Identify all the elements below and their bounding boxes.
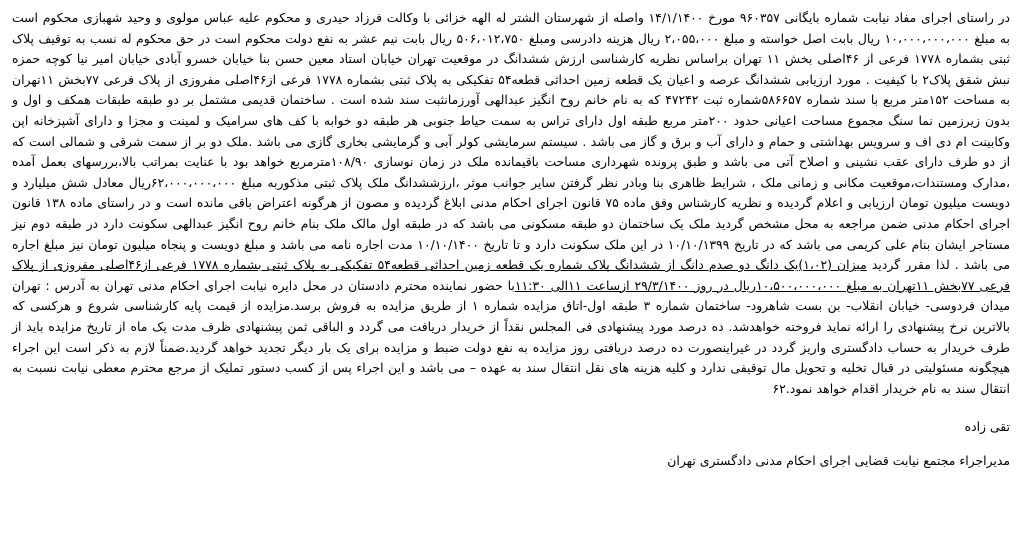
signer-name: تقی زاده: [964, 419, 1010, 435]
notice-paragraph-intro: در راستای اجرای مفاد نیابت شماره بایگانی ۹۶۰۳۵۷ مورخ ۱۴/۱/۱۴۰۰ واصله از شهرستان الشتر له الهه خزائی با وکالت فرزاد حیدری و محکوم علیه عباس مولوی و وحید شهبازی محکوم است به مبلغ ۱۰،۰۰۰،۰۰۰،۰۰۰ ریال بابت اصل خواسته و مبلغ ۲،۰۵۵،۰۰۰ ریال هزینه دادرسی ومبلغ ۵۰۶،۰۱۲،۷۵۰ ریال بابت نیم عشر به نفع دولت محکوم است در حق محکوم له نسب به توقیف پلاک ثبتی بشماره ۱۷۷۸ فرعی از ۴۶اصلی بخش ۱۱ تهران براساس نظریه کارشناسی ارزش ششدانگ در موقعیت تهران خیابان استاد معین حسن بنا خیابان خسرو آبادی خیابان امیر نیا کوچه حمزه نبش شقق پلاک۲ با کیفیت . مورد ارزیابی ششدانگ عرصه و اعیان یک قطعه زمین احداثی قطعه۵۴ تفکیکی به پلاک ثبتی بشماره ۱۷۷۸ فرعی از۴۶اصلی مفروزی از پلاک فرعی ۷۷بخش ۱۱تهران به مساحت ۱۵۲متر مربع با سند شماره ۵۸۶۶۵۷شماره ثبت ۴۷۲۴۲ که به نام خانم روح انگیز عبدالهی آورزمانثبت سند شده است . ساختمان قدیمی مشتمل بر دو طبقه طبقات همکف و اول و بدون زیرزمین نما سنگ مجموع مساحت اعیانی حدود ۲۰۰متر مربع طبقه اول دارای تراس به سمت حیاط جنوبی هر طبقه دو خوابه با کف های سرامیک و لمینت و مجزا و دارای آشپزخانه اپن وکابینت ام دی اف و سرویس بهداشتی و حمام و دارای آب و برق و گاز می باشد . سیستم سرمایشی کولر آبی و گرمایشی بخاری گازی می باشد .ملک دو بر از سمت شرقی و شمالی است که از دو طرف دارای عقب نشینی و اصلاح آتی می باشد و طبق پرونده شهرداری مساحت باقیمانده ملک در زمان نوسازی ۱۰۸/۹۰مترمربع خواهد بود با عنایت بمراتب بالا،بررسهای بعمل آمده ،مدارک ومستندات،موقعیت مکانی و زمانی ملک ، شرایط ظاهری بنا وبادر نظر گرفتن سایر جوانب موثر ،ارزششدانگ ملک پلاک ثبتی مذکوربه مبلغ ۶۲،۰۰۰،۰۰۰،۰۰۰ریال معادل شش میلیارد و دویست میلیون تومان ارزیابی و اعلام گردیده و نظریه کارشناس وفق ماده ۷۵ قانون اجرای احکام مدنی ابلاغ گردیده و مصون از هرگونه اعتراض باقی مانده است و در راستای ماده ۱۳۸ قانون اجرای احکام مدنی ضمن مراجعه به محل مشخص گردید ملک یک ساختمان دو طبقه مسکونی می باشد که در طبقه اول مالک ملک بنام خانم روح انگیز عبدالهی سکونت دارد در طبقه دوم نیز مستاجر ایشان بنام علی کریمی می باشد که در تاریخ ۱۰/۱۰/۱۳۹۹ در این ملک سکونت دارد و تا تاریخ ۱۰/۱۰/۱۴۰۰ مدت اجاره نامه می باشد و مبلغ دویست و پنجاه میلیون تومان نیز مبلغ اجاره می باشد . لذا مقرر گردید: [12, 10, 1011, 273]
notice-paragraph-terms: با حضور نماینده محترم دادستان در محل دایره نیابت اجرای احکام مدنی تهران به آدرس : تهران میدان فردوسی- خیابان انقلاب- بن بست شاهرود- ساختمان شماره ۳ طبقه اول-اتاق مزایده شماره ۱ از طریق مزایده به فروش برسد.مزایده از قیمت پایه کارشناسی شروع و هرکسی که بالاترین نرخ پیشنهادی را ارائه نماید فروخته خواهدشد. ده درصد مورد پیشنهادی فی المجلس نقداً از خریدار دریافت می گردد و الباقی ثمن پیشنهادی ظرف مدت یک ماه از تاریخ مزایده باید از طرف خریدار به حساب دادگستری واریز گردد در غیراینصورت ده درصد دریافتی روز مزایده به نفع دولت ضبط و مزایده برای یک بار دیگر تجدید خواهد گردید.ضمناً لازم به ذکر است این اجراء هیچگونه مسئولیتی در قبال تخلیه و تحویل مال توقیفی ندارد و کلیه هزینه های نقل انتقال سند به عهده – می باشد و این اجراء پس از کسب دستور تملیک از مرجع محترم معطی نیابت نسبت به انتقال سند به نام خریدار اقدام خواهد نمود.۶۲: [12, 277, 1011, 396]
notice-body: [12, 8, 1010, 399]
signer-office: مدیراجراء مجتمع نیابت قضایی اجرای احکام مدنی دادگستری تهران: [667, 453, 1010, 469]
notice-paragraph-underlined: میزان (۱،۰۲)یک دانگ دو صدم دانگ از ششدانگ پلاک شماره یک قطعه زمین احداثی قطعه۵۴ تفکیکی به پلاک ثبتی بشماره ۱۷۷۸ فرعی از۴۶اصلی مفروزی از پلاک فرعی ۷۷بخش ۱۱تهران به مبلغ ۱۰،۵۰۰،۰۰۰،۰۰۰ریال در روز ۲۹/۳/۱۴۰۰ ازساعت ۱۱الی ۱۱:۳۰: [12, 257, 1011, 293]
